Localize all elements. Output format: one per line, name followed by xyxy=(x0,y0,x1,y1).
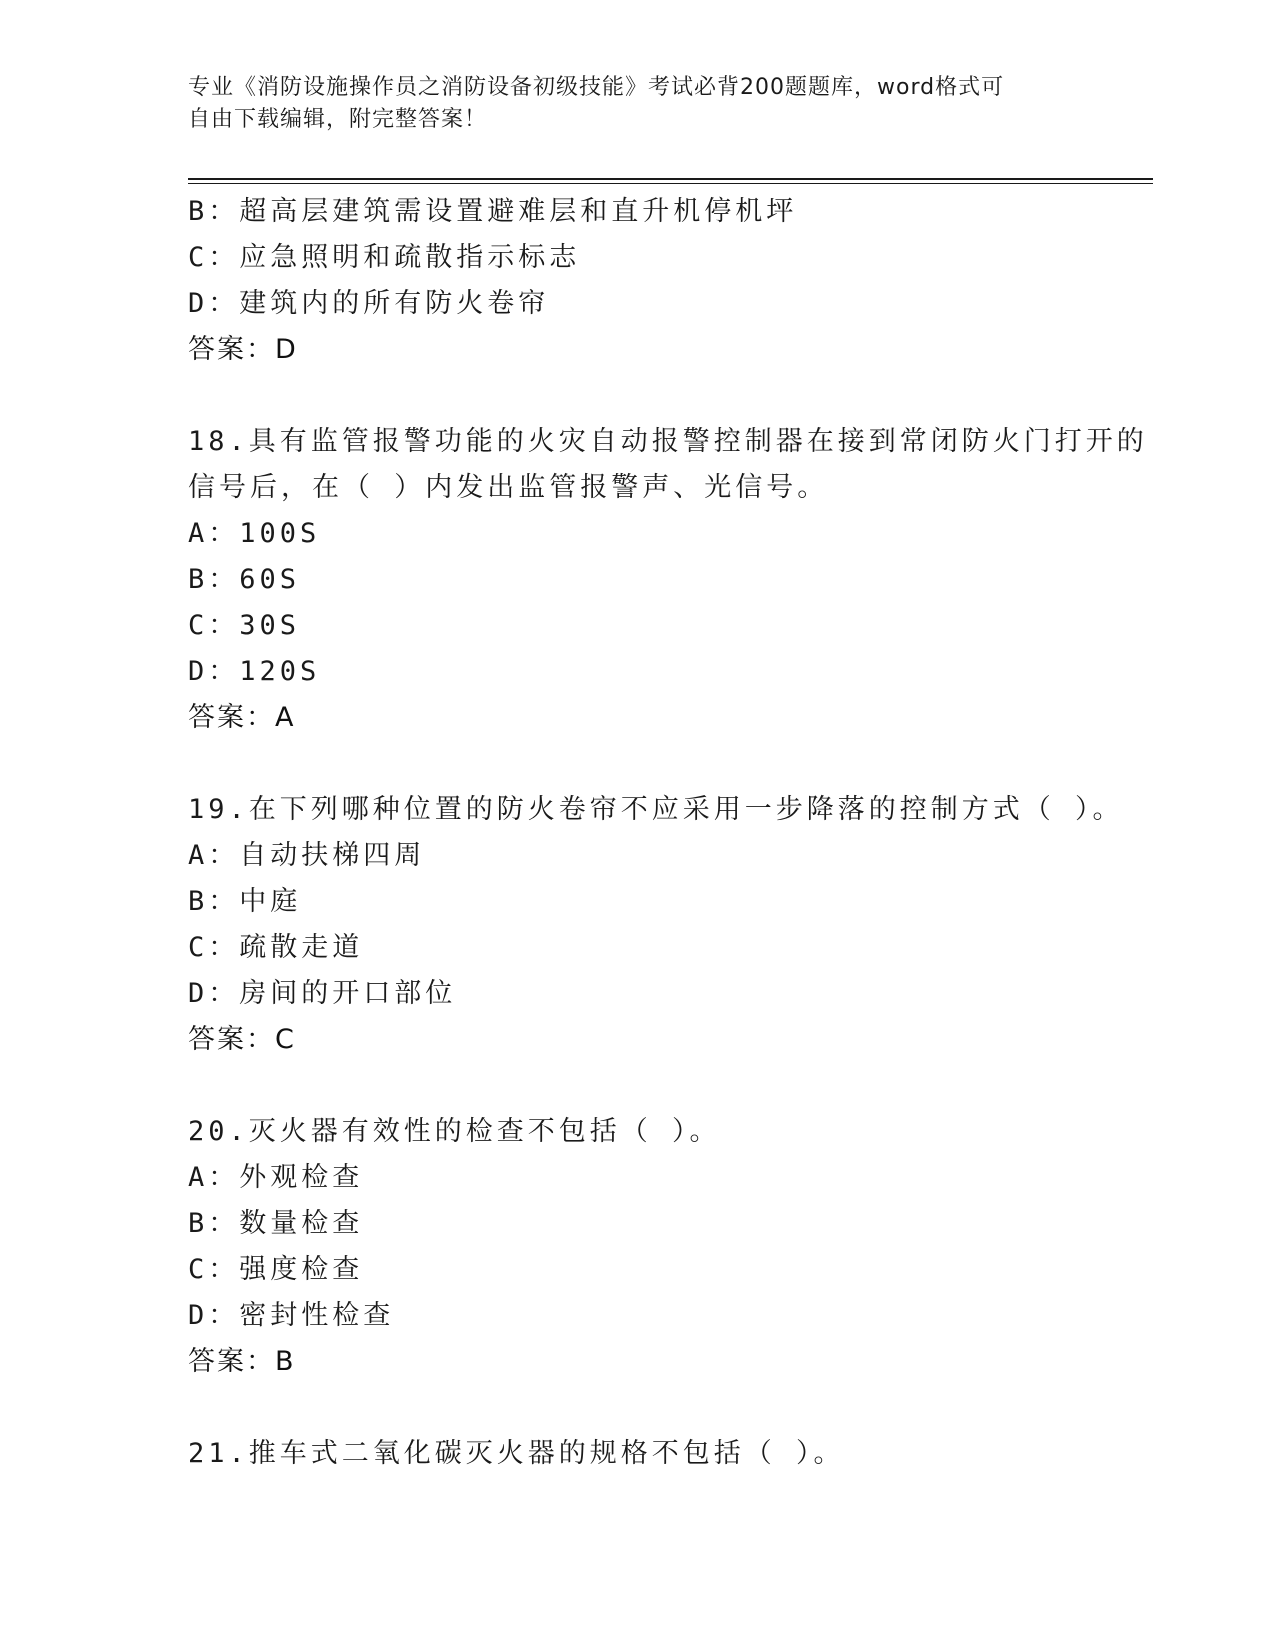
question-text: 19.在下列哪种位置的防火卷帘不应采用一步降落的控制方式（ ）。 xyxy=(188,794,1124,825)
answer-label: 答案：A xyxy=(188,702,296,733)
spacer xyxy=(188,741,1153,787)
header-line-2: 自由下载编辑，附完整答案！ xyxy=(188,107,488,132)
question-text: 20.灭火器有效性的检查不包括（ ）。 xyxy=(188,1116,721,1147)
question-text: 21.推车式二氧化碳灭火器的规格不包括（ ）。 xyxy=(188,1438,845,1469)
question-21 xyxy=(188,1431,1153,1477)
option-d: D：120S xyxy=(188,656,321,687)
option-d: D：房间的开口部位 xyxy=(188,978,457,1009)
option-a: A：100S xyxy=(188,518,321,549)
option-b: B：60S xyxy=(188,564,301,595)
option-b: B：超高层建筑需设置避难层和直升机停机坪 xyxy=(188,196,798,227)
option-b: B：中庭 xyxy=(188,886,302,917)
header-rule-thick xyxy=(188,178,1153,180)
question-18 xyxy=(188,419,1153,741)
option-c: C：30S xyxy=(188,610,301,641)
answer-label: 答案：C xyxy=(188,1024,296,1055)
option-b: B：数量检查 xyxy=(188,1208,364,1239)
document-header xyxy=(188,72,1088,136)
spacer xyxy=(188,1385,1153,1431)
question-17-tail xyxy=(188,189,1153,373)
header-line-1: 专业《消防设施操作员之消防设备初级技能》考试必背200题题库，word格式可 xyxy=(188,75,1005,100)
spacer xyxy=(188,1063,1153,1109)
question-content xyxy=(188,189,1153,1477)
answer-label: 答案：D xyxy=(188,334,298,365)
question-19 xyxy=(188,787,1153,1063)
answer-label: 答案：B xyxy=(188,1346,296,1377)
question-text-line-2: 信号后，在（ ）内发出监管报警声、光信号。 xyxy=(188,472,829,503)
header-rule-thin xyxy=(188,183,1153,184)
option-a: A：外观检查 xyxy=(188,1162,364,1193)
option-c: C：疏散走道 xyxy=(188,932,364,963)
question-text-line-1: 18.具有监管报警功能的火灾自动报警控制器在接到常闭防火门打开的 xyxy=(188,426,1148,457)
option-d: D：建筑内的所有防火卷帘 xyxy=(188,288,550,319)
option-c: C：强度检查 xyxy=(188,1254,364,1285)
spacer xyxy=(188,373,1153,419)
option-c: C：应急照明和疏散指示标志 xyxy=(188,242,581,273)
question-20 xyxy=(188,1109,1153,1385)
option-a: A：自动扶梯四周 xyxy=(188,840,426,871)
option-d: D：密封性检查 xyxy=(188,1300,395,1331)
